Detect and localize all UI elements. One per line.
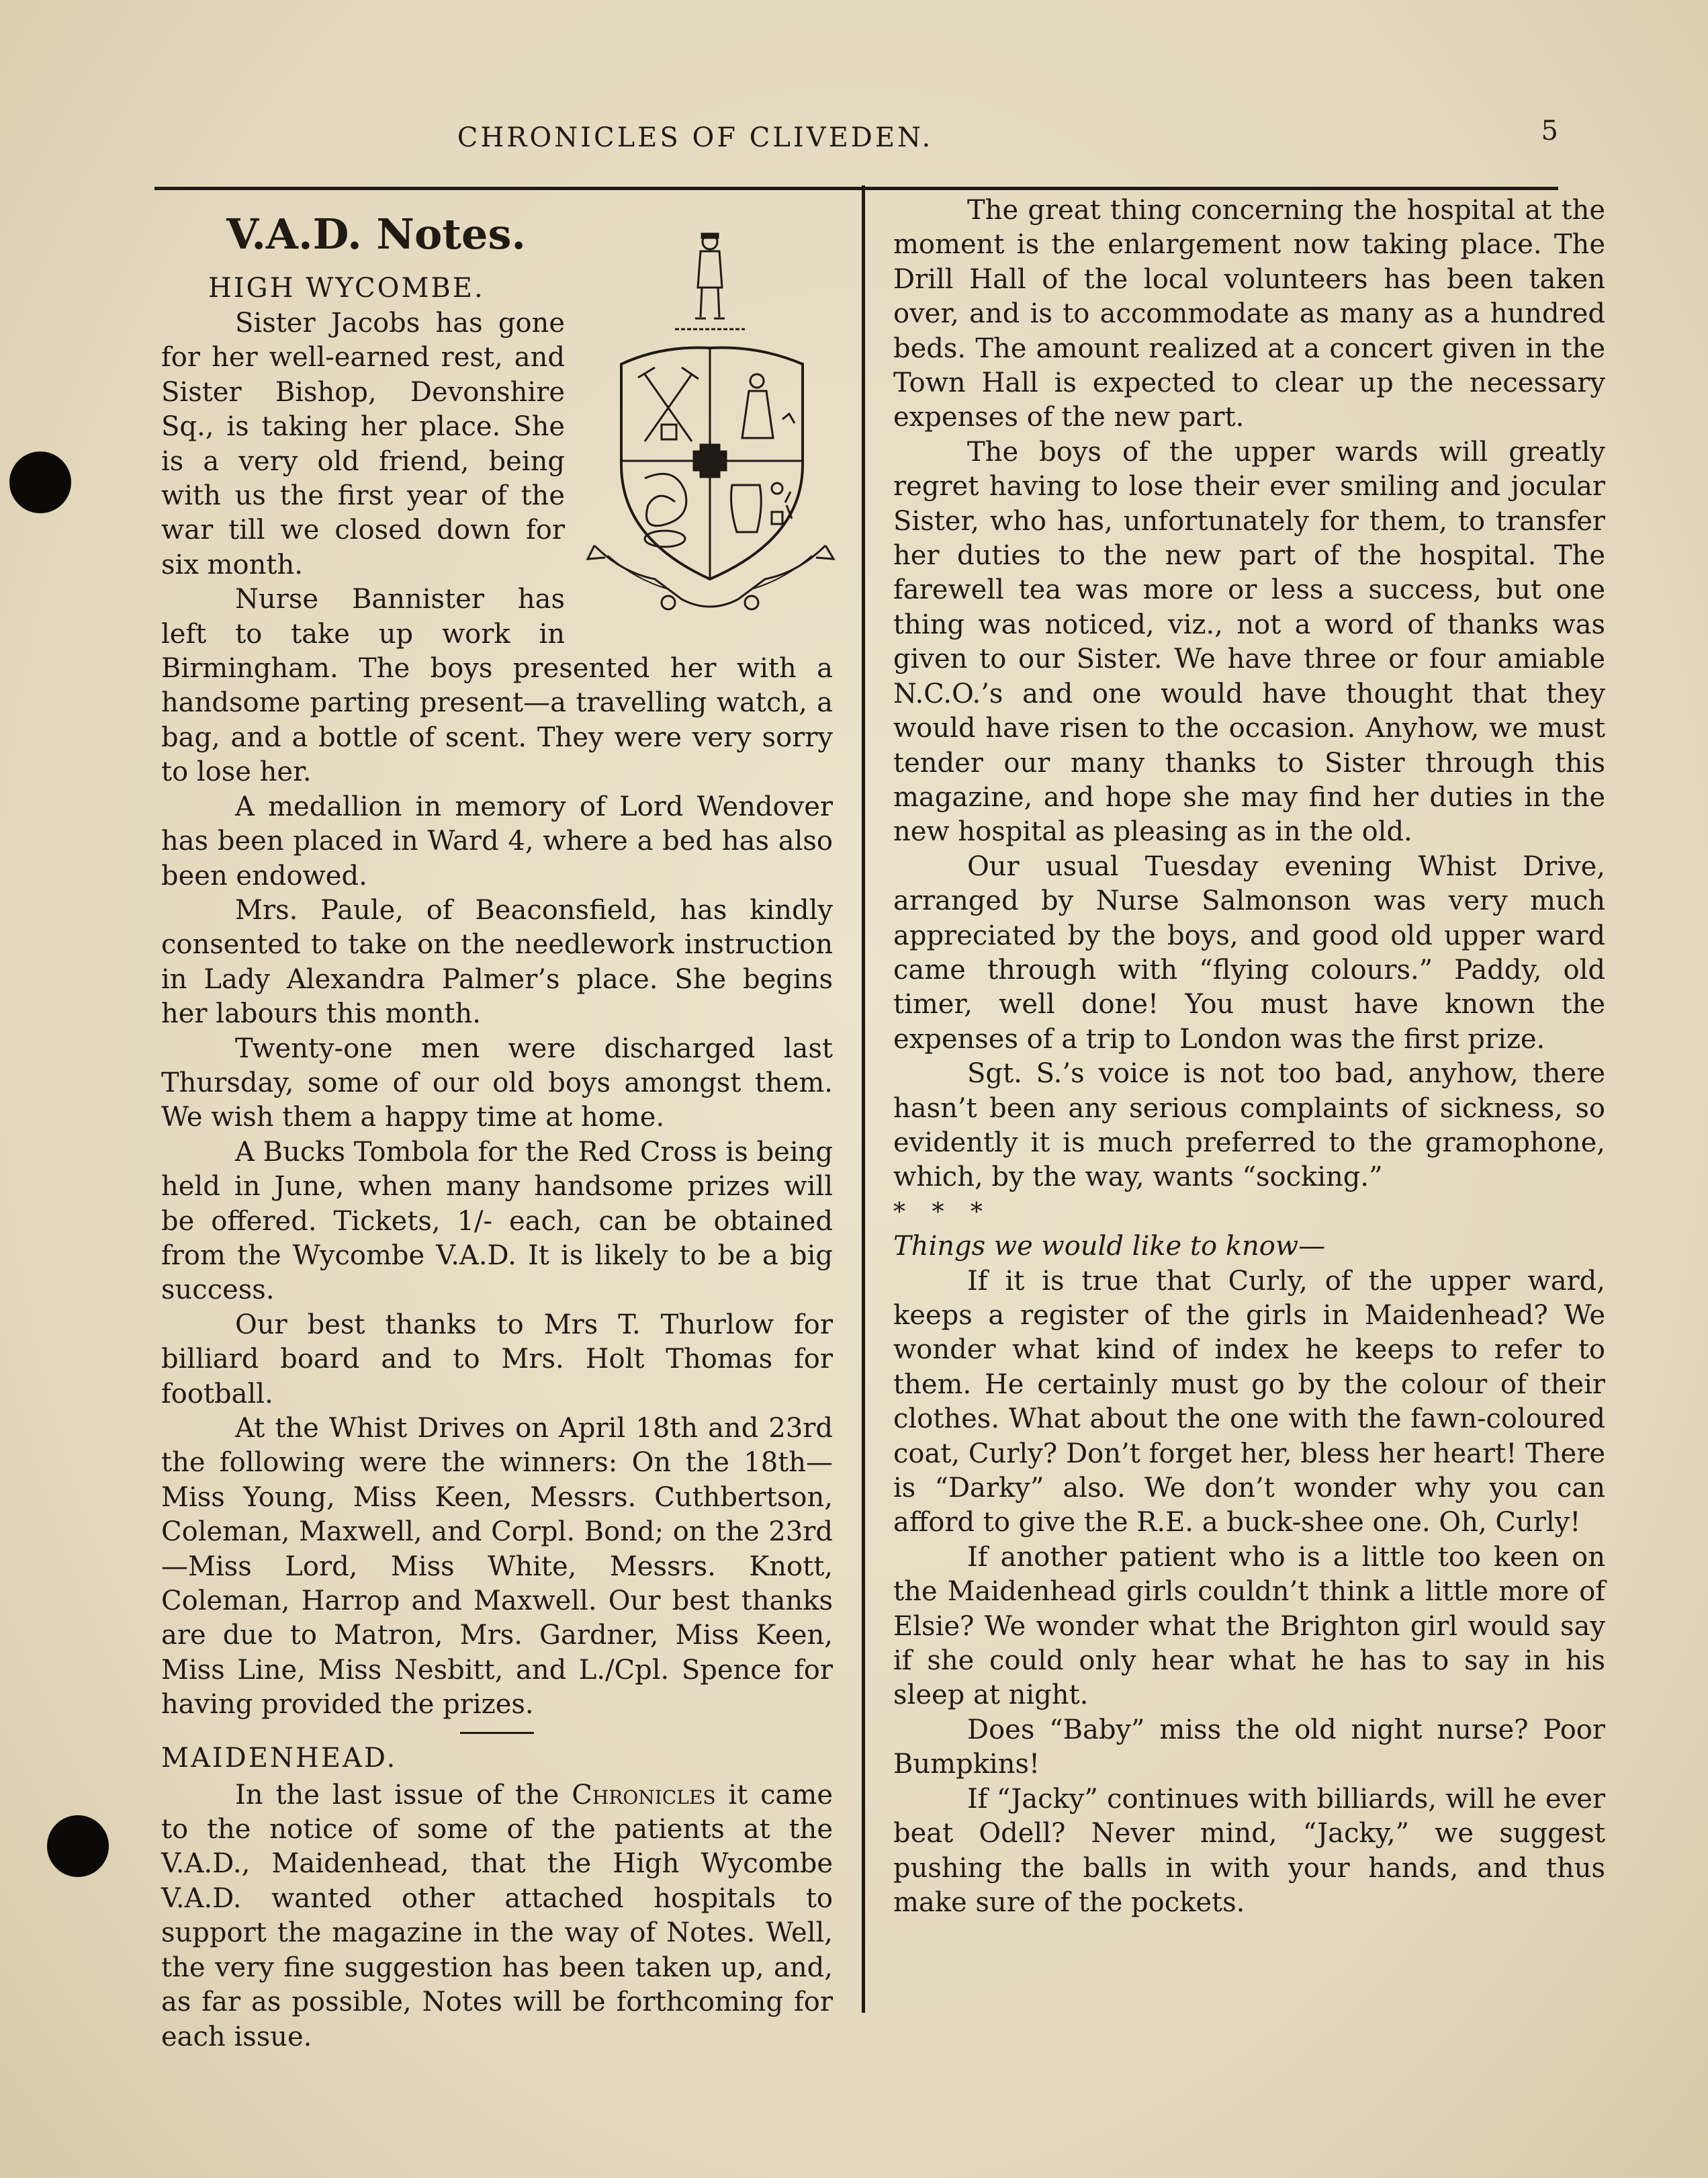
paragraph: Does “Baby” miss the old night nurse? Poor Bumpkins! [893,1714,1605,1780]
section-divider [460,1732,534,1734]
crest-icon [581,223,840,626]
header-rule [154,187,1558,190]
paragraph: If it is true that Curly, of the upper ward, keeps a register of the girls in Maidenhead? We wonder what kind of index he keeps to refer to them. He certainly must go by the colour of their clothes. What about the one with the fawn-coloured coat, Curly? Don’t forget her, bless her heart! There is “Darky” also. We don’t wonder why you can afford to give the R.E. a buck-shee one. Oh, Curly! [893,1265,1605,1538]
page-header [154,116,1558,156]
paragraph: A Bucks Tombola for the Red Cross is being held in June, when many handsome prizes will be offered. Tickets, 1/- each, can be obtained from the Wycombe V.A.D. It is likely to be a big success. [161,1136,833,1306]
article-title: V.A.D. Notes. [226,210,526,259]
paragraph: The great thing concerning the hospital at the moment is the enlargement now taking place. The Drill Hall of the local volunteers has been taken over, and is to accommodate as many as a hundred beds. The amount realized at a concert given in the Town Hall is expected to clear up the necessary expenses of the new part. [893,195,1605,433]
coat-of-arms-illustration [581,223,840,619]
subheading-things-to-know: Things we would like to know— [893,1231,1326,1262]
paragraph: Mrs. Paule, of Beaconsfield, has kindly consented to take on the needlework instruction in Lady Alexandra Palmer’s place. She begins her labours this month. [161,894,833,1030]
section-heading-maidenhead: MAIDENHEAD. [161,1742,398,1774]
right-column [893,193,1605,1920]
left-column [161,210,833,2054]
paragraph: The boys of the upper wards will greatly regret having to lose their ever smiling and jocular Sister, who has, unfortunately for them, to transfer her duties to the new part of the hospital. The farewell tea was more or less a success, but one thing was noticed, viz., not a word of thanks was given to our Sister. We have three or four amiable N.C.O.’s and one would have thought that they would have risen to the occasion. Anyhow, we must tender our many thanks to Sister through this magazine, and hope she may find her duties in the new hospital as pleasing as in the old. [893,436,1605,848]
paragraph [161,1778,833,2054]
paragraph-text: it came to the notice of some of the patients at the V.A.D., Maidenhead, that the High Wycombe V.A.D. wanted other attached hospitals to support the magazine in the way of Notes. Well, the very fine suggestion has been taken up, and, as far as possible, Notes will be forthcoming for each issue. [161,1779,833,2052]
paragraph: Our best thanks to Mrs T. Thurlow for billiard board and to Mrs. Holt Thomas for football. [161,1309,833,1409]
paragraph: Nurse Bannister has left to take up work in Birmingham. The boys presented her with a handsome parting present—a travelling watch, a bag, and a bottle of scent. They were very sorry to lose her. [161,584,833,788]
paragraph: Sgt. S.’s voice is not too bad, anyhow, there hasn’t been any serious complaints of sickness, so evidently it is much preferred to the gramophone, which, by the way, wants “socking.” [893,1058,1605,1193]
page-number: 5 [1541,116,1558,146]
section-break-stars: * * * [893,1198,992,1226]
magazine-name: Chronicles [572,1779,716,1811]
punch-hole-top [9,451,71,513]
paragraph-text: In the last issue of the [235,1779,572,1811]
paragraph: Sister Jacobs has gone for her well-earned rest, and Sister Bishop, Devonshire Sq., is taking her place. She is a very old friend, being with us the first year of the war till we closed down for six month. [161,308,565,580]
paragraph: If another patient who is a little too keen on the Maidenhead girls couldn’t think a little more of Elsie? We wonder what the Brighton girl would say if she could only hear what he has to say in his sleep at night. [893,1541,1605,1711]
punch-hole-bottom [47,1815,109,1877]
paragraph: At the Whist Drives on April 18th and 23rd the following were the winners: On the 18th—Miss Young, Miss Keen, Messrs. Cuthbertson, Coleman, Maxwell, and Corpl. Bond; on the 23rd—Miss Lord, Miss White, Messrs. Knott, Coleman, Harrop and Maxwell. Our best thanks are due to Matron, Mrs. Gardner, Miss Keen, Miss Line, Miss Nesbitt, and L./Cpl. Spence for having provided the prizes. [161,1413,833,1720]
paragraph: Our usual Tuesday evening Whist Drive, arranged by Nurse Salmonson was very much appreciated by the boys, and good old upper ward came through with “flying colours.” Paddy, old timer, well done! You must have known the expenses of a trip to London was the first prize. [893,851,1605,1055]
paragraph: Twenty-one men were discharged last Thursday, some of our old boys amongst them. We wish them a happy time at home. [161,1033,833,1133]
section-heading-high-wycombe: HIGH WYCOMBE. [208,273,485,304]
paragraph: A medallion in memory of Lord Wendover has been placed in Ward 4, where a bed has also been endowed. [161,791,833,891]
running-title: CHRONICLES OF CLIVEDEN. [457,122,934,153]
column-divider [862,185,865,2013]
paragraph: If “Jacky” continues with billiards, will he ever beat Odell? Never mind, “Jacky,” we suggest pushing the balls in with your hands, and thus make sure of the pockets. [893,1783,1605,1918]
